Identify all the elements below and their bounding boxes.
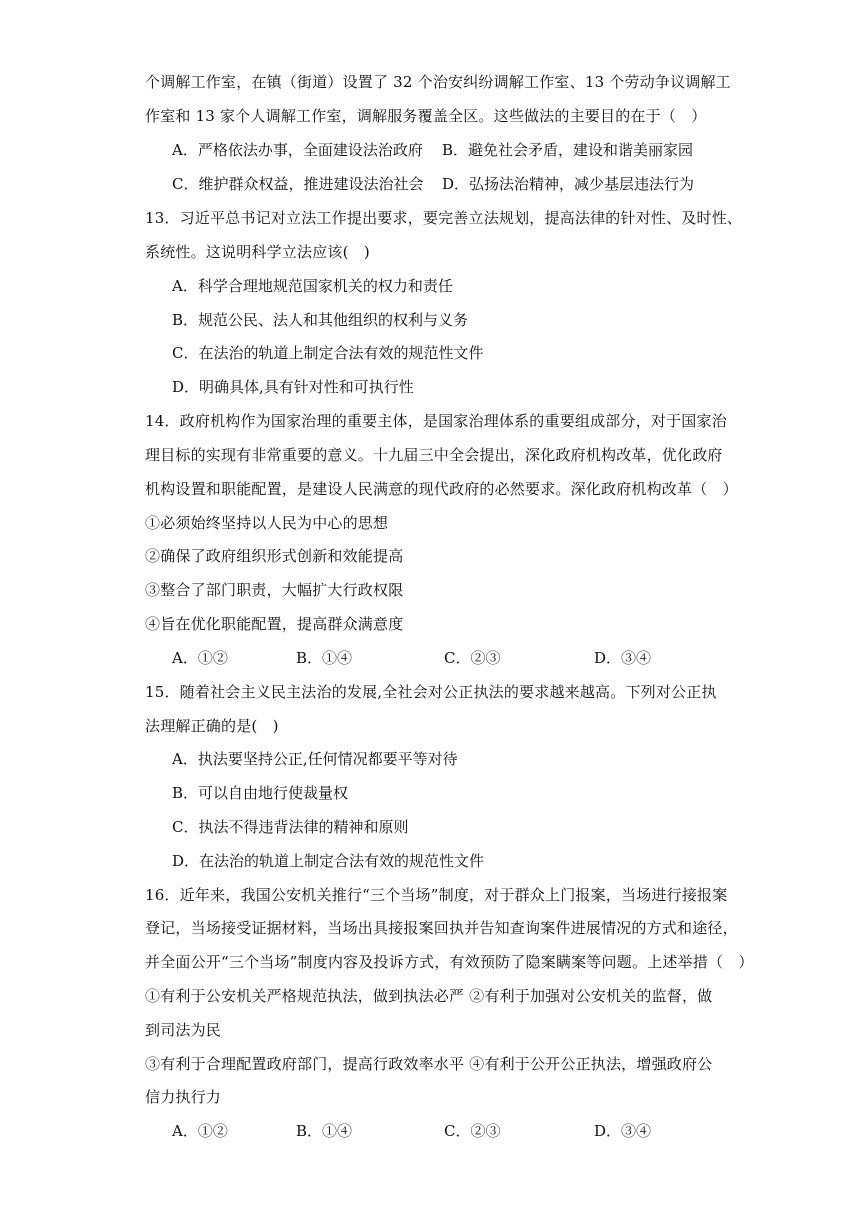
q14-item-1: ①必须始终坚持以人民为中心的思想 — [145, 514, 389, 532]
q14-stem-line3: 机构设置和职能配置，是建设人民满意的现代政府的必然要求。深化政府机构改革（ ） — [145, 480, 738, 498]
q14-option-d: D．③④ — [594, 649, 652, 667]
q15-option-d: D．在法治的轨道上制定合法有效的规范性文件 — [172, 852, 485, 870]
q16-option-a: A．①② — [172, 1122, 228, 1140]
q16-item-line1: ①有利于公安机关严格规范执法，做到执法必严 ②有利于加强对公安机关的监督，做 — [145, 987, 713, 1005]
q16-stem-line3: 并全面公开“三个当场”制度内容及投诉方式，有效预防了隐案瞒案等问题。上述举措（ ） — [145, 953, 754, 971]
q16-option-b: B．①④ — [296, 1122, 353, 1140]
q15-stem-line1: 15．随着社会主义民主法治的发展,全社会对公正执法的要求越来越高。下列对公正执 — [145, 683, 717, 701]
q16-item-line3: ③有利于合理配置政府部门，提高行政效率水平 ④有利于公开公正执法，增强政府公 — [145, 1055, 713, 1073]
q16-option-d: D．③④ — [594, 1122, 652, 1140]
q12-option-a: A．严格依法办事，全面建设法治政府 — [172, 141, 423, 159]
q14-item-2: ②确保了政府组织形式创新和效能提高 — [145, 547, 404, 565]
q15-option-a: A．执法要坚持公正,任何情况都要平等对待 — [172, 750, 458, 768]
q16-stem-line2: 登记，当场接受证据材料，当场出具接报案回执并告知查询案件进展情况的方式和途径， — [145, 919, 738, 937]
q13-option-a: A．科学合理地规范国家机关的权力和责任 — [172, 277, 453, 295]
q16-item-line4: 信力执行力 — [145, 1088, 222, 1106]
q14-stem-line1: 14．政府机构作为国家治理的重要主体，是国家治理体系的重要组成部分，对于国家治 — [145, 412, 727, 430]
q13-option-b: B．规范公民、法人和其他组织的权利与义务 — [172, 311, 469, 329]
q13-option-d: D．明确具体,具有针对性和可执行性 — [172, 378, 414, 396]
q16-option-c: C．②③ — [444, 1122, 501, 1140]
q12-text-line2: 作室和 13 家个人调解工作室，调解服务覆盖全区。这些做法的主要目的在于（ ） — [145, 107, 707, 125]
q12-text-line1: 个调解工作室，在镇（街道）设置了 32 个治安纠纷调解工作室、13 个劳动争议调解工 — [145, 73, 731, 91]
q14-item-4: ④旨在优化职能配置，提高群众满意度 — [145, 615, 404, 633]
q16-stem-line1: 16．近年来，我国公安机关推行“三个当场”制度，对于群众上门报案，当场进行接报案 — [145, 886, 728, 904]
q14-option-b: B．①④ — [296, 649, 353, 667]
q12-option-d: D．弘扬法治精神，减少基层违法行为 — [442, 175, 695, 193]
q16-item-line2: 到司法为民 — [145, 1021, 222, 1039]
q14-option-a: A．①② — [172, 649, 228, 667]
q13-stem-line1: 13．习近平总书记对立法工作提出要求，要完善立法规划，提高法律的针对性、及时性、 — [145, 209, 743, 227]
q12-option-b: B．避免社会矛盾，建设和谐美丽家园 — [442, 141, 694, 159]
q15-stem-line2: 法理解正确的是( ) — [145, 717, 279, 735]
q13-stem-line2: 系统性。这说明科学立法应该( ) — [145, 243, 370, 261]
q14-stem-line2: 理目标的实现有非常重要的意义。十九届三中全会提出，深化政府机构改革，优化政府 — [145, 446, 723, 464]
q15-option-c: C．执法不得违背法律的精神和原则 — [172, 818, 409, 836]
q12-option-c: C．维护群众权益，推进建设法治社会 — [172, 175, 424, 193]
q14-item-3: ③整合了部门职责，大幅扩大行政权限 — [145, 581, 404, 599]
q14-option-c: C．②③ — [444, 649, 501, 667]
q13-option-c: C．在法治的轨道上制定合法有效的规范性文件 — [172, 344, 484, 362]
q15-option-b: B．可以自由地行使裁量权 — [172, 784, 349, 802]
